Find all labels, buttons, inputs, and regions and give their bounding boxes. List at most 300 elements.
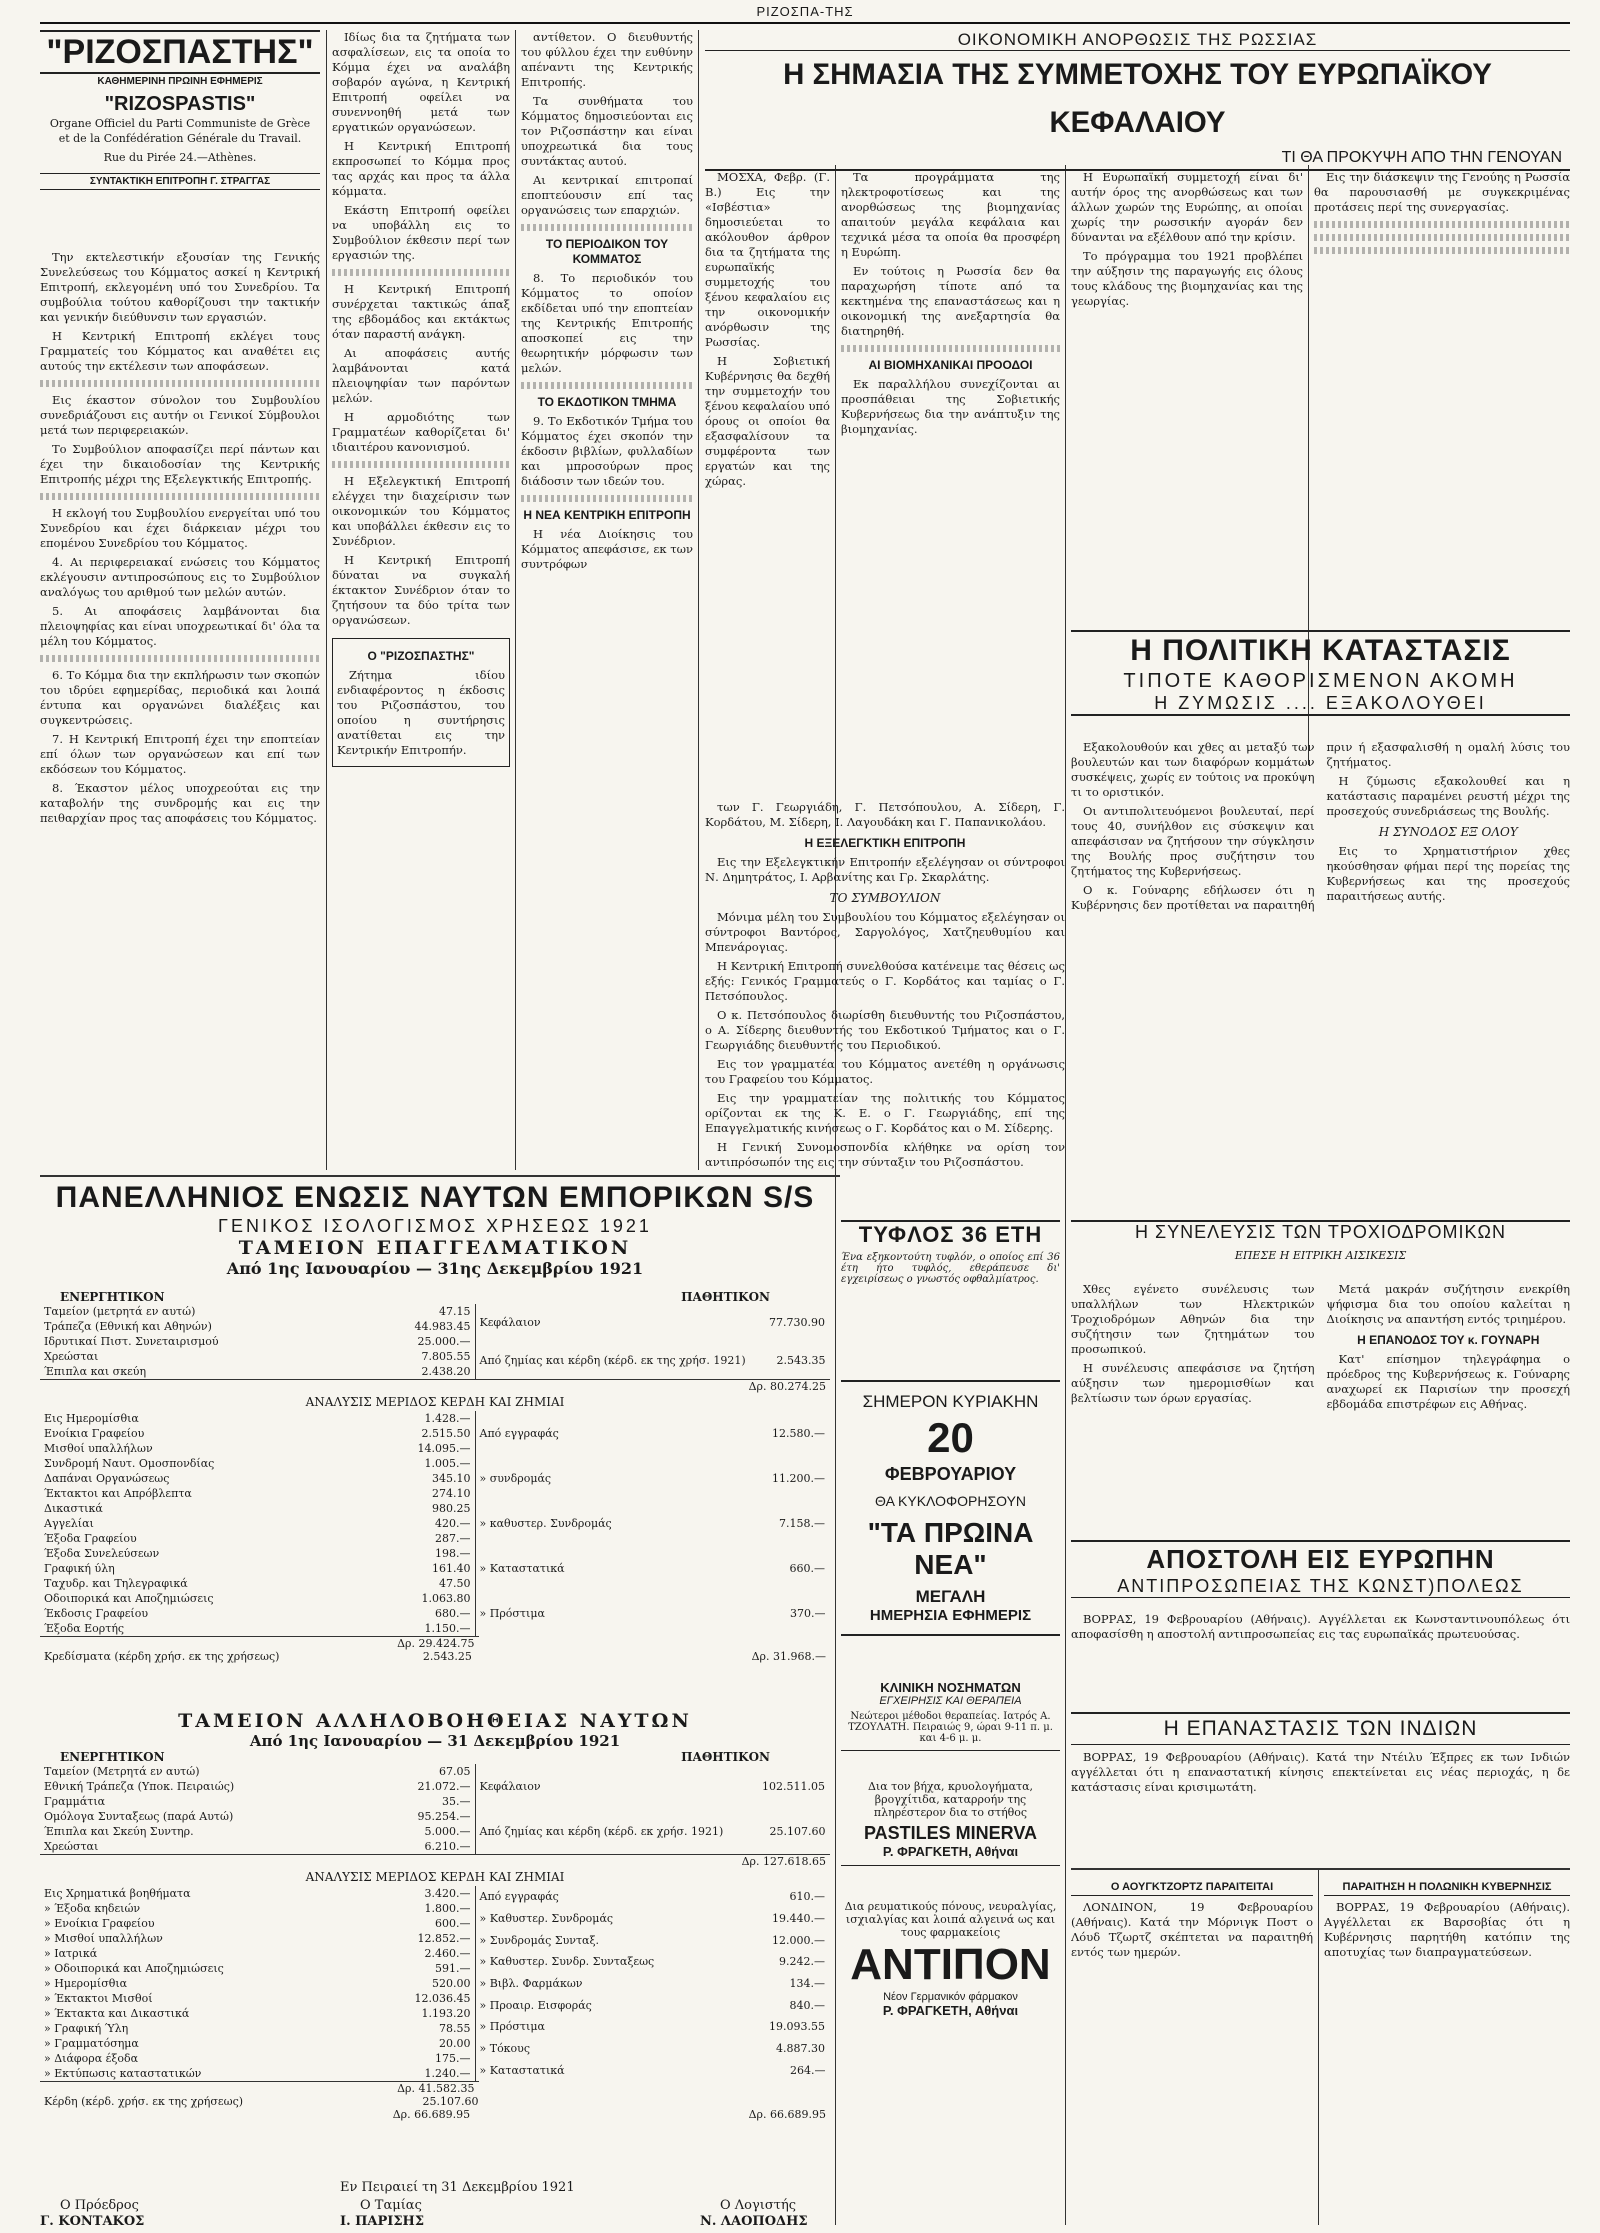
account-label: Έκτακτοι και Απρόβλεπτα bbox=[44, 1487, 192, 1500]
politics-deck-2: Η ΖΥΜΩΣΙΣ .... ΕΞΑΚΟΛΟΥΘΕΙ bbox=[1071, 693, 1570, 716]
account-row bbox=[475, 1951, 830, 1973]
account-row bbox=[40, 1319, 475, 1334]
text-line bbox=[40, 380, 320, 387]
account-row bbox=[40, 1561, 475, 1576]
account-value: 21.072.— bbox=[417, 1780, 471, 1793]
account-label: Δαπάναι Οργανώσεως bbox=[44, 1472, 170, 1485]
russia-article-head bbox=[705, 30, 1570, 171]
section-head: ΤΟ ΠΕΡΙΟΔΙΚΟΝ ΤΟΥ ΚΟΜΜΑΤΟΣ bbox=[545, 237, 669, 266]
article-paragraph: Εις τον γραμματέα του Κόμματος ανετέθη η οργάνωσις του Γραφείου του Κόμματος. bbox=[705, 1057, 1065, 1086]
account-value: 12.852.— bbox=[417, 1932, 471, 1945]
account-row bbox=[40, 2021, 475, 2036]
results-title: ΑΝΑΛΥΣΙΣ ΜΕΡΙΔΟΣ ΚΕΡΔΗ ΚΑΙ ΖΗΜΙΑΙ bbox=[305, 1870, 565, 1884]
account-label: » Προαιρ. Εισφοράς bbox=[479, 1998, 592, 2012]
poland-item bbox=[1324, 1874, 1570, 2224]
account-row bbox=[475, 1973, 830, 1995]
text-line bbox=[521, 382, 693, 389]
account-row bbox=[475, 1456, 830, 1501]
article-paragraph: Η συνέλευσις απεφάσισε να ζητήση αύξησιν των ημερομισθίων και βελτίωσιν των όρων εργασίας. bbox=[1071, 1361, 1315, 1405]
account-value: 47.15 bbox=[439, 1305, 471, 1318]
account-value: 77.730.90 bbox=[769, 1316, 825, 1330]
politics-deck-1: ΤΙΠΟΤΕ ΚΑΘΟΡΙΣΜΕΝΟΝ ΑΚΟΜΗ bbox=[1123, 670, 1518, 692]
article-paragraph: Μετά μακράν συζήτησιν ενεκρίθη ψήφισμα δια του οποίου καλείται η Διοίκησις να απαντήση εντός τριημέρου. bbox=[1326, 1282, 1570, 1326]
assets-head: ΕΝΕΡΓΗΤΙΚΟΝ bbox=[60, 1750, 165, 1764]
account-row bbox=[40, 1976, 475, 1991]
section-head: ΑΙ ΒΙΟΜΗΧΑΝΙΚΑΙ ΠΡΟΟΔΟΙ bbox=[868, 358, 1033, 372]
account-label: » Καθυστερ. Συνδρ. Συνταξεως bbox=[479, 1955, 655, 1969]
account-row bbox=[40, 1456, 475, 1471]
article-paragraph: των Γ. Γεωργιάδη, Γ. Πετσόπουλου, Α. Σίδερη, Γ. Κορδάτου, Μ. Σίδερη, Ι. Λαγουδάκη και Γ. Παπανικολάου. bbox=[705, 800, 1065, 829]
ad-proina-nea bbox=[841, 1380, 1060, 1636]
account-row bbox=[40, 1839, 475, 1854]
article-paragraph: Η εκλογή του Συμβουλίου ενεργείται υπό του Συνεδρίου και έχει διάρκειαν μέχρι του επομένου Συνεδρίου του Κόμματος. bbox=[40, 506, 320, 550]
tyflos-text: Ένα εξηκοντούτη τυφλόν, ο οποίος επί 36 έτη ήτο τυφλός, εθεράπευσε δι' εγχειρίσεως ο γνωστός οφθαλμίατρος. bbox=[841, 1252, 1060, 1285]
account-row bbox=[475, 1908, 830, 1930]
fund2-profit: 25.107.60 bbox=[422, 2095, 479, 2108]
article-paragraph: ΒΟΡΡΑΣ, 19 Φεβρουαρίου (Αθήναις). Αγγέλλεται εκ Βαρσοβίας ότι η Κυβέρνησις παρητήθη κατόπιν της αποτυχίας των διαπραγματεύσεων. bbox=[1324, 1900, 1570, 1959]
section-head: Ο ΑΟΥΓΚΤΖΟΡΤΖ ΠΑΡΑΙΤΕΙΤΑΙ bbox=[1071, 1880, 1313, 1896]
account-label: Έπιπλα και σκεύη bbox=[44, 1365, 147, 1378]
account-row bbox=[40, 1886, 475, 1901]
ad-line: "ΤΑ ΠΡΩΙΝΑ ΝΕΑ" bbox=[867, 1517, 1034, 1580]
article-paragraph: Η Εξελεγκτική Επιτροπή ελέγχει την διαχείρισιν των οικονομικών του Κόμματος και υποβάλλει έκθεσιν εις το Συνέδριον. bbox=[332, 474, 510, 548]
account-row bbox=[40, 1621, 475, 1636]
account-row bbox=[40, 2066, 475, 2081]
account-label: Έξοδα Συνελεύσεων bbox=[44, 1547, 160, 1560]
fund1-profit: 2.543.25 bbox=[422, 1650, 472, 1663]
account-row bbox=[40, 1824, 475, 1839]
account-row bbox=[475, 1501, 830, 1546]
article-paragraph: Εις έκαστον σύνολον του Συμβουλίου συνεδριάζουσι εις αυτήν οι Γενικοί Σύμβουλοι μετά των περιφερειακών. bbox=[40, 393, 320, 437]
account-value: 2.515.50 bbox=[421, 1427, 471, 1440]
masthead-address: Rue du Pirée 24.—Athènes. bbox=[103, 151, 257, 164]
column-rule bbox=[698, 30, 699, 1170]
account-value: 102.511.05 bbox=[762, 1780, 825, 1793]
account-value: 19.440.— bbox=[772, 1911, 825, 1925]
article-paragraph: Οι αντιπολιτευόμενοι βουλευταί, περί τους 40, συνήλθον εις σύσκεψιν και απεφάσισαν να ζητήσουν την σύγκλησιν της Βουλής προς συζήτησιν του ζητήματος της Κυβερνήσεως. bbox=[1071, 804, 1315, 878]
account-row bbox=[40, 1901, 475, 1916]
account-value: 2.543.35 bbox=[776, 1353, 826, 1367]
article-paragraph: ΜΟΣΧΑ, Φεβρ. (Γ. Β.) Εις την «Ισβέστια» δημοσιεύεται το ακόλουθον άρθρον δια τα ζητήματα της ευρωπαϊκής συμμετοχής του ξένου κεφαλαίου εις την οικονομικήν ανόρθωσιν της Ρωσσίας. bbox=[705, 170, 830, 349]
account-label: » Βιβλ. Φαρμάκων bbox=[479, 1976, 583, 1990]
accountant-name: Ν. ΛΑΟΠΟΔΗΣ bbox=[700, 2214, 808, 2229]
article-paragraph: Εις την γραμματείαν της πολιτικής του Κόμματος ορίζονται εκ της Κ. Ε. ο Γ. Γεωργιάδης, επί της Επαγγελματικής κινήσεως ο Γ. Κορδάτος και ο Μ. Σίδερης. bbox=[705, 1091, 1065, 1135]
treasurer-title: Ο Ταμίας bbox=[360, 2198, 422, 2213]
account-value: 6.210.— bbox=[424, 1840, 471, 1853]
article-paragraph: 8. Το περιοδικόν του Κόμματος το οποίον εκδίδεται υπό την εποπτείαν της Κεντρικής Επιτροπής αποσκοπεί εις την θεωρητικήν μόρφωσιν των μελών. bbox=[521, 271, 693, 375]
account-value: 591.— bbox=[435, 1962, 471, 1975]
article-paragraph: 6. Το Κόμμα δια την εκπλήρωσιν των σκοπών του ιδρύει εφημερίδας, περιοδικά και λοιπά έντυπα και οργανώνει διαλέξεις και συγκεντρώσεις. bbox=[40, 668, 320, 727]
tyflos-item bbox=[841, 1220, 1060, 1285]
account-row bbox=[40, 1334, 475, 1349]
editorial-board: ΣΥΝΤΑΚΤΙΚΗ ΕΠΙΤΡΟΠΗ Γ. ΣΤΡΑΓΓΑΣ bbox=[40, 173, 320, 190]
account-label: » Γραφική Ύλη bbox=[44, 2022, 129, 2035]
article-paragraph: Ο κ. Πετσόπουλος διωρίσθη διευθυντής του Ριζοσπάστου, ο Α. Σίδερης διευθυντής του Εκδοτικού Τμήματος και ο Γ. Γεωργιάδης διευθυντής του Περιοδικού. bbox=[705, 1008, 1065, 1052]
page-running-head: ΡΙΖΟΣΠΑ-ΤΗΣ bbox=[40, 4, 1570, 24]
ad-kliniki bbox=[841, 1680, 1060, 1751]
account-label: Κεφάλαιον bbox=[479, 1316, 541, 1330]
politics-article bbox=[1071, 740, 1570, 1195]
date-line: Εν Πειραιεί τη 31 Δεκεμβρίου 1921 bbox=[340, 2180, 575, 2195]
account-row bbox=[475, 1411, 830, 1456]
account-value: 1.063.80 bbox=[421, 1592, 471, 1605]
article-paragraph: ΒΟΡΡΑΣ, 19 Φεβρουαρίου (Αθήναις). Αγγέλλεται εκ Κωνσταντινουπόλεως ότι αποφασίσθη η αποστολή αντιπροσωπείας εις τας ευρωπαϊκάς πρωτευούσας. bbox=[1071, 1612, 1570, 1641]
account-value: 680.— bbox=[435, 1607, 471, 1620]
account-value: 7.805.55 bbox=[421, 1350, 471, 1363]
india-headline: Η ΕΠΑΝΑΣΤΑΣΙΣ ΤΩΝ ΙΝΔΙΩΝ bbox=[1071, 1714, 1570, 1745]
account-value: 264.— bbox=[790, 2063, 826, 2077]
masthead-subtitle: ΚΑΘΗΜΕΡΙΝΗ ΠΡΩΙΝΗ ΕΦΗΜΕΡΙΣ bbox=[97, 76, 263, 87]
account-label: » Συνδρομάς Συνταξ. bbox=[479, 1933, 600, 1947]
account-row bbox=[40, 2006, 475, 2021]
tram-headline: Η ΣΥΝΕΛΕΥΣΙΣ ΤΩΝ ΤΡΟΧΙΟΔΡΟΜΙΚΩΝ bbox=[1134, 1222, 1507, 1242]
account-value: 1.240.— bbox=[424, 2067, 471, 2080]
account-label: Αγγελίαι bbox=[44, 1517, 94, 1530]
russia-col-c bbox=[1071, 170, 1303, 620]
account-label: » Πρόστιμα bbox=[479, 1607, 545, 1620]
article-paragraph: Ιδίως δια τα ζητήματα των ασφαλίσεων, εις τα οποία το Κόμμα έχει να αναλάβη σοβαρόν αγώνα, η Κεντρική Επιτροπή οφείλει να συνεννοηθή μετά των εργατικών οργανώσεων. bbox=[332, 30, 510, 134]
account-row bbox=[40, 1931, 475, 1946]
account-value: 3.420.— bbox=[424, 1887, 471, 1900]
account-value: 12.036.45 bbox=[414, 1992, 471, 2005]
fund2-profit-label: Κέρδη (κέρδ. χρήσ. εκ της χρήσεως) bbox=[44, 2095, 244, 2108]
ad-antipon bbox=[841, 1900, 1060, 2018]
europe-deck: ΑΝΤΙΠΡΟΣΩΠΕΙΑΣ ΤΗΣ ΚΩΝΣΤ)ΠΟΛΕΩΣ bbox=[1071, 1576, 1570, 1598]
account-label: Έκδοσις Γραφείου bbox=[44, 1607, 149, 1620]
article-paragraph: Εκάστη Επιτροπή οφείλει να υποβάλλη εις το Συμβούλιον έκθεσιν περί των εργασιών της. bbox=[332, 203, 510, 262]
ad-antipon-tagline: Νέον Γερμανικόν φάρμακον bbox=[883, 1991, 1018, 2003]
account-value: 600.— bbox=[435, 1917, 471, 1930]
account-label: » Διάφορα έξοδα bbox=[44, 2052, 139, 2065]
account-value: 660.— bbox=[789, 1562, 825, 1575]
account-row bbox=[40, 1531, 475, 1546]
account-label: » Οδοιπορικά και Αποζημιώσεις bbox=[44, 1962, 224, 1975]
account-label: » Καθυστερ. Συνδρομάς bbox=[479, 1911, 614, 1925]
fund1-period: Από 1ης Ιανουαρίου — 31ης Δεκεμβρίου 1921 bbox=[226, 1259, 644, 1278]
account-value: 1.800.— bbox=[424, 1902, 471, 1915]
accountant-title: Ο Λογιστής bbox=[720, 2198, 797, 2213]
account-label: » Ημερομίσθια bbox=[44, 1977, 128, 1990]
account-value: 12.000.— bbox=[772, 1933, 825, 1947]
account-row bbox=[475, 1929, 830, 1951]
account-row bbox=[40, 1349, 475, 1364]
account-row bbox=[475, 2016, 830, 2038]
section-head: ΠΑΡΑΙΤΗΣΗ Η ΠΟΛΩΝΙΚΗ ΚΥΒΕΡΝΗΣΙΣ bbox=[1324, 1880, 1570, 1896]
fund1-assets-table bbox=[40, 1304, 475, 1379]
account-label: Ομόλογα Συνταξεως (παρά Αυτώ) bbox=[44, 1810, 234, 1823]
article-paragraph: Η Κεντρική Επιτροπή εκπροσωπεί το Κόμμα προς τας αρχάς και προς τα άλλα κόμματα. bbox=[332, 139, 510, 198]
ad-antipon-seller: Ρ. ΦΡΑΓΚΕΤΗ, Αθήναι bbox=[882, 2003, 1019, 2018]
article-paragraph: Εις την Εξελεγκτικήν Επιτροπήν εξελέγησαν οι σύντροφοι Ν. Δημητράτος, Ι. Αρβανίτης και Γρ. Σκαρλάτης. bbox=[705, 855, 1065, 884]
account-value: 2.460.— bbox=[424, 1947, 471, 1960]
section-rule bbox=[40, 1175, 840, 1177]
article-paragraph: Η αρμοδιότης των Γραμματέων καθορίζεται δι' ιδιαιτέρου κανονισμού. bbox=[332, 410, 510, 454]
article-paragraph: Εις την διάσκεψιν της Γενούης η Ρωσσία θα παρουσιασθή με συγκεκριμένας προτάσεις περί της συνεργασίας. bbox=[1314, 170, 1570, 214]
fund1-expenses-table bbox=[40, 1411, 475, 1636]
union-headline: ΠΑΝΕΛΛΗΝΙΟΣ ΕΝΩΣΙΣ ΝΑΥΤΩΝ ΕΜΠΟΡΙΚΩΝ S/S bbox=[55, 1181, 815, 1214]
account-label: Δικαστικά bbox=[44, 1502, 103, 1515]
ad-kliniki-sub: ΕΓΧΕΙΡΗΣΙΣ ΚΑΙ ΘΕΡΑΠΕΙΑ bbox=[879, 1695, 1022, 1707]
fund2-expenses-table bbox=[40, 1886, 475, 2081]
account-label: Γραμμάτια bbox=[44, 1795, 106, 1808]
account-label: Χρεώσται bbox=[44, 1840, 99, 1853]
committee-article bbox=[705, 800, 1065, 1215]
article-paragraph: Η Ευρωπαϊκή συμμετοχή είναι δι' αυτήν όρος της ανορθώσεως και των άλλων χωρών της Ευρώπης, αι οποίαι χωρίς την ρωσσικήν αγοράν δεν δύνανται να εξέλθουν από την κρίσιν. bbox=[1071, 170, 1303, 244]
column-rule bbox=[326, 30, 327, 1170]
article-paragraph: Η ζύμωσις εξακολουθεί και η κατάστασις παραμένει ρευστή μέχρι της προσεχούς συνεδριάσεως της Βουλής. bbox=[1326, 774, 1570, 818]
account-value: 840.— bbox=[789, 1998, 825, 2012]
article-paragraph: Τα προγράμματα της ηλεκτροφοτίσεως και της ανορθώσεως της βιομηχανίας απαιτούν μεγάλα κεφάλαια και τεχνικά μέσα τα οποία θα προσφέρη η Ευρώπη. bbox=[841, 170, 1060, 259]
article-paragraph: Κατ' επίσημον τηλεγράφημα ο πρόεδρος της Κυβερνήσεως κ. Γούναρης αναχωρεί εκ Παρισίων την προσεχή εβδομάδα επιστρέφων εις Αθήνας. bbox=[1326, 1352, 1570, 1411]
article-paragraph: Μόνιμα μέλη του Συμβουλίου του Κόμματος εξελέγησαν οι σύντροφοι Βαντόρος, Σαργολόγος, Χατζηευθυμίου και Μπενάρογιας. bbox=[705, 910, 1065, 954]
account-row bbox=[475, 1546, 830, 1591]
fund1-exp-total: Δρ. 29.424.75 bbox=[40, 1636, 479, 1650]
text-line bbox=[521, 495, 693, 502]
account-row bbox=[475, 2059, 830, 2081]
account-row bbox=[475, 1764, 830, 1809]
article-paragraph: Το πρόγραμμα του 1921 προβλέπει την αύξησιν της παραγωγής εις όλους τους κλάδους της βιομηχανίας και της γεωργίας. bbox=[1071, 249, 1303, 308]
ad-kliniki-title: ΚΛΙΝΙΚΗ ΝΟΣΗΜΑΤΩΝ bbox=[880, 1680, 1021, 1695]
account-row bbox=[40, 1809, 475, 1824]
account-row bbox=[475, 2038, 830, 2060]
union-header bbox=[40, 1180, 830, 1278]
account-label: Από ζημίας και κέρδη (κέρδ. εκ της χρήσ. 1921) bbox=[479, 1353, 746, 1367]
fund2-grand-2: Δρ. 66.689.95 bbox=[748, 2108, 826, 2121]
article-paragraph: 9. Το Εκδοτικόν Τμήμα του Κόμματος έχει σκοπόν την έκδοσιν βιβλίων, φυλλαδίων και μπροσούρων προς διάδοσιν των ιδεών του. bbox=[521, 414, 693, 488]
fund2-grand: Δρ. 66.689.95 bbox=[392, 2108, 471, 2121]
account-value: 20.00 bbox=[439, 2037, 471, 2050]
account-value: 35.— bbox=[442, 1795, 471, 1808]
account-label: Από εγγραφάς bbox=[479, 1427, 559, 1440]
account-label: » Τόκους bbox=[479, 2041, 531, 2055]
ad-line: 20 bbox=[927, 1414, 974, 1461]
fund2-assets-table bbox=[40, 1764, 475, 1854]
account-label: » Εκτύπωσις καταστατικών bbox=[44, 2067, 202, 2080]
text-line bbox=[1314, 221, 1570, 228]
account-label: » Έκτακτοι Μισθοί bbox=[44, 1992, 153, 2005]
masthead-title: "ΡΙΖΟΣΠΑΣΤΗΣ" bbox=[40, 30, 320, 74]
text-line bbox=[40, 655, 320, 662]
account-label: Εθνική Τράπεζα (Υπoκ. Πειραιώς) bbox=[44, 1780, 235, 1793]
article-paragraph: Εις το Χρηματιστήριον χθες ηκούσθησαν φήμαι περί της πορείας της Κυβερνήσεως και της προσεχούς παραιτήσεως αυτής. bbox=[1326, 844, 1570, 903]
account-value: 370.— bbox=[790, 1607, 826, 1620]
article-paragraph: Εν τούτοις η Ρωσσία δεν θα παραχωρήση τίποτε από τα κεκτημένα της επαναστάσεως και η οικονομική της ανεξαρτησία θα διατηρηθή. bbox=[841, 264, 1060, 338]
account-value: 11.200.— bbox=[772, 1472, 825, 1485]
article-paragraph: ΒΟΡΡΑΣ, 19 Φεβρουαρίου (Αθήναις). Κατά την Ντέιλυ Έξπρες εκ των Ινδιών αγγέλλεται ότι η επαναστατική κίνησις επεκτείνεται εις νέας περιοχάς, η δε κατάστασις είναι κρισιμωτάτη. bbox=[1071, 1750, 1570, 1794]
ad-line: ΜΕΓΑΛΗ bbox=[915, 1587, 986, 1606]
account-value: 1.428.— bbox=[424, 1412, 471, 1425]
masthead-organ: Organe Officiel du Parti Communiste de Grèce et de la Confédération Générale du Travail. bbox=[49, 117, 311, 145]
account-row bbox=[40, 1546, 475, 1561]
europe-head bbox=[1071, 1540, 1570, 1598]
article-paragraph: Εξακολουθούν και χθες αι μεταξύ των βουλευτών και των διαφόρων κομμάτων συσκέψεις, χωρίς εν τούτοις να προκύψη τι το οριστικόν. bbox=[1071, 740, 1315, 799]
account-label: » Γραμματόσημα bbox=[44, 2037, 139, 2050]
ad-minerva bbox=[841, 1780, 1060, 1866]
article-paragraph: 7. Η Κεντρική Επιτροπή έχει την εποπτείαν επί όλων των οργανώσεων και επί των εκδόσεων του Κόμματος. bbox=[40, 732, 320, 776]
account-row bbox=[40, 1591, 475, 1606]
account-row bbox=[40, 1471, 475, 1486]
ad-minerva-seller: Ρ. ΦΡΑΓΚΕΤΗ, Αθήναι bbox=[882, 1844, 1019, 1859]
boxed-note bbox=[332, 638, 510, 767]
text-line bbox=[521, 224, 693, 231]
russia-col-b bbox=[841, 170, 1060, 640]
account-label: Ταχυδρ. και Τηλεγραφικά bbox=[44, 1577, 188, 1590]
account-row bbox=[40, 1961, 475, 1976]
article-paragraph: Ο κ. Γούναρης εδήλωσεν ότι η Κυβέρνησις δεν προτίθεται να παραιτηθή πριν ή εξασφαλισθή η ομαλή λύσις του ζητήματος. bbox=[1071, 740, 1570, 912]
tram-deck: ΕΠΕΣΕ Η ΕΙΤΡΙΚΗ ΑΙΣΙΚΕΣΙΣ bbox=[1234, 1249, 1407, 1262]
account-value: 420.— bbox=[435, 1517, 471, 1530]
text-line bbox=[1314, 234, 1570, 241]
fund2-liab-table bbox=[475, 1764, 831, 1854]
article-paragraph: Η Κεντρική Επιτροπή εκλέγει τους Γραμματείς του Κόμματος και αναθέτει εις αυτούς την εκτέλεσιν των αποφάσεων. bbox=[40, 329, 320, 373]
account-label: Ιδρυτικαί Πιστ. Συνεταιρισμού bbox=[44, 1335, 219, 1348]
account-row bbox=[40, 1441, 475, 1456]
russia-headline: Η ΣΗΜΑΣΙΑ ΤΗΣ ΣΥΜΜΕΤΟΧΗΣ ΤΟΥ ΕΥΡΩΠΑΪΚΟΥ ΚΕΦΑΛΑΙΟΥ bbox=[783, 58, 1492, 139]
fund1-liab-table bbox=[475, 1304, 831, 1379]
account-value: 44.983.45 bbox=[414, 1320, 471, 1333]
account-value: 25.000.— bbox=[417, 1335, 471, 1348]
article-paragraph: Αι αποφάσεις αυτής λαμβάνονται κατά πλειοψηφίαν των παρόντων μελών. bbox=[332, 346, 510, 405]
boxed-note-head: Ο "ΡΙΖΟΣΠΑΣΤΗΣ" bbox=[367, 649, 475, 663]
india-article bbox=[1071, 1750, 1570, 1860]
account-value: 198.— bbox=[435, 1547, 471, 1560]
article-paragraph: ΛΟΝΔΙΝΟΝ, 19 Φεβρουαρίου (Αθήναις). Κατά την Μόρνιγκ Ποστ ο Λόυδ Τζωρτζ σκέπτεται να παραιτηθή εντός των ημερών. bbox=[1071, 1900, 1313, 1959]
section-head: Η ΝΕΑ ΚΕΝΤΡΙΚΗ ΕΠΙΤΡΟΠΗ bbox=[523, 508, 691, 522]
text-line bbox=[1314, 247, 1570, 254]
account-value: 47.50 bbox=[439, 1577, 471, 1590]
section-head: Η ΕΠΑΝΟΔΟΣ ΤΟΥ κ. ΓΟΥΝΑΡΗ bbox=[1357, 1333, 1540, 1347]
liabilities-head: ΠΑΘΗΤΙΚΟΝ bbox=[681, 1750, 770, 1764]
article-paragraph: Εκ παραλλήλου συνεχίζονται αι προσπάθειαι της Σοβιετικής Κυβερνήσεως δια την ανάπτυξιν της βιομηχανίας. bbox=[841, 377, 1060, 436]
account-row bbox=[40, 1486, 475, 1501]
europe-headline: ΑΠΟΣΤΟΛΗ ΕΙΣ ΕΥΡΩΠΗΝ bbox=[1146, 1544, 1495, 1574]
article-paragraph: 8. Έκαστον μέλος υποχρεούται εις την καταβολήν της συνδρομής και εις την πειθαρχίαν προς τας αποφάσεις του Κόμματος. bbox=[40, 781, 320, 825]
column-rule bbox=[1318, 1870, 1319, 2225]
account-row bbox=[40, 1364, 475, 1379]
article-paragraph: αντίθετον. Ο διευθυντής του φύλλου έχει την ευθύνην απέναντι της Κεντρικής Επιτροπής. bbox=[521, 30, 693, 89]
account-value: 19.093.55 bbox=[769, 2020, 825, 2034]
account-label: » Ιατρικά bbox=[44, 1947, 98, 1960]
account-label: Ταμείον (μετρητά εν αυτώ) bbox=[44, 1305, 196, 1318]
article-paragraph: Η Κεντρική Επιτροπή δύναται να συγκαλή έκτακτον Συνέδριον όταν το ζητήσουν τα δύο τρίτα των οργανώσεων. bbox=[332, 553, 510, 627]
account-label: Συνδρομή Ναυτ. Ομοσπονδίας bbox=[44, 1457, 215, 1470]
account-value: 287.— bbox=[435, 1532, 471, 1545]
account-value: 161.40 bbox=[432, 1562, 471, 1575]
politics-head bbox=[1071, 630, 1570, 716]
account-value: 25.107.60 bbox=[769, 1825, 826, 1838]
account-label: Από ζημίας και κέρδη (κέρδ. εκ χρήσ. 1921) bbox=[479, 1825, 724, 1838]
fund1-grand: Δρ. 31.968.— bbox=[751, 1650, 826, 1663]
account-value: 95.254.— bbox=[417, 1810, 471, 1823]
article-paragraph: Η Σοβιετική Κυβέρνησις θα δεχθή την συμμετοχήν του ξένου κεφαλαίου υπό όρους οι οποίοι θα εξασφαλίσουν τα συμφέροντα των εργατών και της χώρας. bbox=[705, 354, 830, 488]
account-label: Εις Ημερομίσθια bbox=[44, 1412, 139, 1425]
article-paragraph: Η νέα Διοίκησις του Κόμματος απεφάσισε, εκ των συντρόφων bbox=[521, 527, 693, 571]
account-row bbox=[40, 2051, 475, 2066]
union-subhead: ΓΕΝΙΚΟΣ ΙΣΟΛΟΓΙΣΜΟΣ ΧΡΗΣΕΩΣ 1921 bbox=[218, 1216, 652, 1236]
account-value: 9.242.— bbox=[779, 1955, 825, 1969]
column-rule bbox=[515, 30, 516, 1170]
boxed-note-text: Ζήτημα ιδίου ενδιαφέροντος η έκδοσις του Ριζοσπάστου, του οποίου η συντήρησις ανατίθεται εις την Κεντρικήν Επιτροπήν. bbox=[337, 668, 505, 757]
masthead bbox=[40, 30, 320, 245]
text-line bbox=[332, 269, 510, 276]
account-value: 14.095.— bbox=[417, 1442, 471, 1455]
account-value: 2.438.20 bbox=[421, 1365, 471, 1378]
assets-head: ΕΝΕΡΓΗΤΙΚΟΝ bbox=[60, 1290, 165, 1304]
account-row bbox=[40, 1426, 475, 1441]
india-head bbox=[1071, 1712, 1570, 1745]
account-row bbox=[475, 1994, 830, 2016]
account-label: Γραφική ύλη bbox=[44, 1562, 115, 1575]
tram-head bbox=[1071, 1220, 1570, 1266]
tram-article bbox=[1071, 1282, 1570, 1532]
account-label: Ταμείον (Μετρητά εν αυτώ) bbox=[44, 1765, 200, 1778]
account-row bbox=[40, 1764, 475, 1779]
account-value: 7.158.— bbox=[779, 1517, 825, 1530]
account-label: Από εγγραφάς bbox=[479, 1890, 559, 1904]
russia-col-d bbox=[1314, 170, 1570, 620]
account-row bbox=[40, 1516, 475, 1531]
account-row bbox=[40, 1304, 475, 1319]
account-value: 1.193.20 bbox=[421, 2007, 471, 2020]
fund2-period: Από 1ης Ιανουαρίου — 31 Δεκεμβρίου 1921 bbox=[249, 1732, 621, 1750]
account-label: » Έκτακτα και Δικαστικά bbox=[44, 2007, 190, 2020]
account-label: » καθυστερ. Συνδρομάς bbox=[479, 1517, 612, 1530]
account-row bbox=[40, 1991, 475, 2006]
account-label: Οδοιπορικά και Αποζημιώσεις bbox=[44, 1592, 214, 1605]
politics-headline: Η ΠΟΛΙΤΙΚΗ ΚΑΤΑΣΤΑΣΙΣ bbox=[1130, 634, 1511, 667]
account-row bbox=[40, 1501, 475, 1516]
fund2-total: Δρ. 127.618.65 bbox=[40, 1854, 830, 1868]
account-label: » Καταστατικά bbox=[479, 2063, 565, 2077]
fund1-balance bbox=[40, 1290, 830, 1663]
article-paragraph: Χθες εγένετο συνέλευσις των υπαλλήλων των Ηλεκτρικών Τροχιοδρόμων Αθηνών δια την συζήτησιν των ζητημάτων του προσωπικού. bbox=[1071, 1282, 1315, 1356]
account-value: 12.580.— bbox=[772, 1427, 825, 1440]
column-rule bbox=[1065, 165, 1066, 2225]
ad-antipon-name: ΑΝΤΙΠΟΝ bbox=[850, 1940, 1051, 1989]
ad-line: ΘΑ ΚΥΚΛΟΦΟΡΗΣΟΥΝ bbox=[874, 1493, 1027, 1509]
president-title: Ο Πρόεδρος bbox=[60, 2198, 139, 2213]
account-row bbox=[475, 1591, 830, 1636]
account-label: Έξοδα Εορτής bbox=[44, 1622, 125, 1635]
account-value: 1.005.— bbox=[424, 1457, 471, 1470]
section-head: ΤΟ ΕΚΔΟΤΙΚΟΝ ΤΜΗΜΑ bbox=[537, 395, 677, 409]
account-label: Έπιπλα και Σκεύη Συντηρ. bbox=[44, 1825, 194, 1838]
article-paragraph: Την εκτελεστικήν εξουσίαν της Γενικής Συνελεύσεως του Κόμματος ασκεί η Κεντρική Επιτροπή, εκλεγομένη υπό του Συνεδρίου. Τα συμβούλια τούτου καθορίζουσι την τακτικήν και γενικήν διεύθυνσιν των εργασιών. bbox=[40, 250, 320, 324]
account-value: 610.— bbox=[789, 1890, 825, 1904]
fund2-balance bbox=[40, 1710, 830, 2121]
article-paragraph: Η Γενική Συνομοσπονδία κλήθηκε να ορίση τον αντιπρόσωπόν της εις την σύνταξιν του Ριζοσπάστου. bbox=[705, 1140, 1065, 1169]
ad-line: ΣΗΜΕΡΟΝ ΚΥΡΙΑΚΗΝ bbox=[862, 1392, 1039, 1411]
president-name: Γ. ΚΟΝΤΑΚΟΣ bbox=[40, 2214, 145, 2229]
account-value: 1.150.— bbox=[424, 1622, 471, 1635]
ad-kliniki-text: Νεώτεροι μέθοδοι θεραπείας. Ιατρός Α. ΤΖΟΥΛΑΤΗ. Πειραιώς 9, ώραι 9-11 π. μ. και 4-6 μ. μ. bbox=[848, 1711, 1053, 1744]
ad-minerva-text: Δια τον βήχα, κρυολογήματα, βρογχίτιδα, καταρροήν της πληρέστερον δια το στήθος bbox=[867, 1780, 1034, 1819]
article-paragraph: Η Κεντρική Επιτροπή συνελθούσα κατένειμε τας θέσεις ως εξής: Γενικός Γραμματεύς ο Γ. Κορδάτος και ταμίας ο Γ. Πετσόπουλος. bbox=[705, 959, 1065, 1003]
account-row bbox=[40, 1411, 475, 1426]
russia-deck: ΤΙ ΘΑ ΠΡΟΚΥΨΗ ΑΠΟ ΤΗΝ ΓΕΝΟΥΑΝ bbox=[705, 147, 1570, 171]
lloyd-george-item bbox=[1071, 1874, 1313, 2224]
article-paragraph: 4. Αι περιφερειακαί ενώσεις του Κόμματος εκλέγουσιν αντιπροσώπους εις το Συμβούλιον αναλόγως του αριθμού των μελών αυτών. bbox=[40, 555, 320, 599]
ad-line: ΦΕΒΡΟΥΑΡΙΟΥ bbox=[884, 1464, 1017, 1484]
text-line bbox=[332, 461, 510, 468]
russia-kicker: ΟΙΚΟΝΟΜΙΚΗ ΑΝΟΡΘΩΣΙΣ ΤΗΣ ΡΩΣΣΙΑΣ bbox=[705, 30, 1570, 51]
article-paragraph: Το Συμβούλιον αποφασίζει περί πάντων και έχει την δικαιοδοσίαν της Κεντρικής Επιτροπής μέχρι της Εξελεγκτικής Επιτροπής. bbox=[40, 442, 320, 486]
account-value: 175.— bbox=[435, 2052, 471, 2065]
liabilities-head: ΠΑΘΗΤΙΚΟΝ bbox=[681, 1290, 770, 1304]
account-label: Κεφάλαιον bbox=[479, 1780, 541, 1793]
ad-line: ΗΜΕΡΗΣΙΑ ΕΦΗΜΕΡΙΣ bbox=[869, 1607, 1032, 1624]
account-row bbox=[40, 1916, 475, 1931]
